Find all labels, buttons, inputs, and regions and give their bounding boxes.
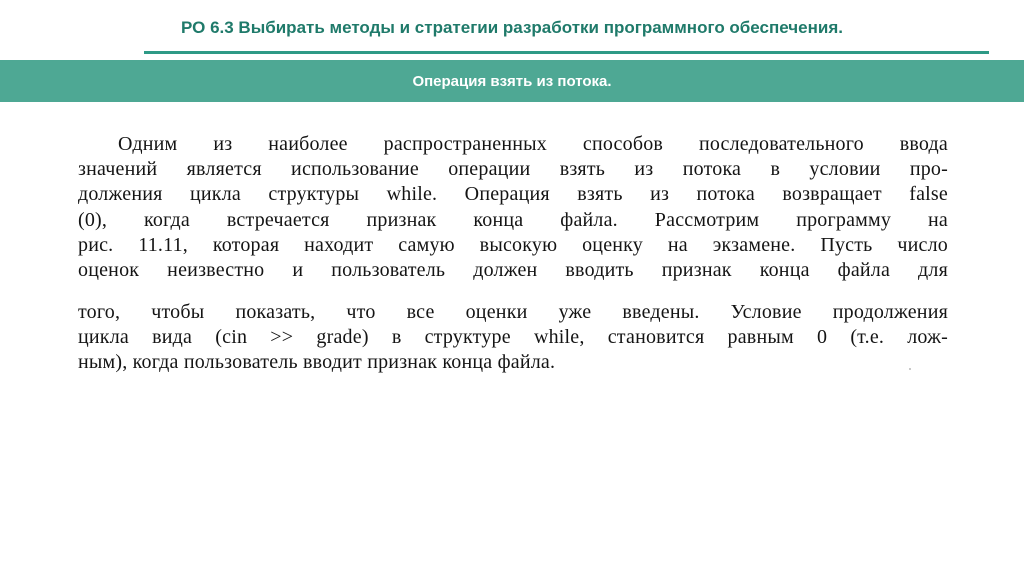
scan-artifact-dot bbox=[909, 368, 911, 370]
section-banner bbox=[0, 60, 1024, 102]
text-line: (0), когда встречается признак конца файла. Рассмотрим программу на bbox=[78, 208, 948, 231]
text-line: цикла вида (cin >> grade) в структуре while, становится равным 0 (т.е. лож- bbox=[78, 326, 948, 349]
page-title: РО 6.3 Выбирать методы и стратегии разработки программного обеспечения. bbox=[181, 18, 843, 37]
text-line: должения цикла структуры while. Операция взять из потока возвращает false bbox=[78, 183, 948, 206]
text-line: оценок неизвестно и пользователь должен вводить признак конца файла для bbox=[78, 258, 948, 281]
text-line: того, чтобы показать, что все оценки уже введены. Условие продолжения bbox=[78, 301, 948, 323]
section-banner-title: Операция взять из потока. bbox=[412, 72, 612, 90]
scanned-text-block-1 bbox=[78, 132, 948, 283]
text-line: значений является использование операции взять из потока в условии про- bbox=[78, 158, 948, 181]
title-underline bbox=[144, 51, 989, 54]
text-line: ным), когда пользователь вводит признак конца файла. bbox=[78, 351, 556, 374]
text-line: Одним из наиболее распространенных способов последовательного ввода bbox=[118, 133, 948, 155]
scanned-text-block-2 bbox=[78, 300, 948, 376]
text-line: рис. 11.11, которая находит самую высокую оценку на экзамене. Пусть число bbox=[78, 233, 948, 256]
